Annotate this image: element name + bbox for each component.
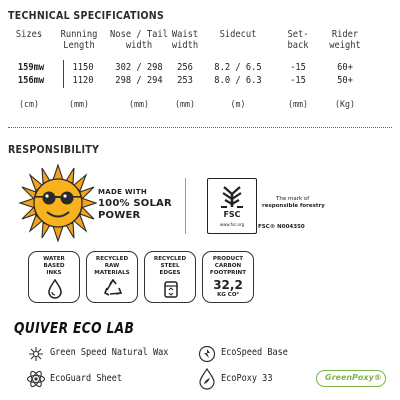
technical-specs-title: TECHNICAL SPECIFICATIONS [8,10,165,22]
water-drop-icon [45,279,65,299]
carbon-value: 32,2 [213,278,243,292]
row2-running-length: 1120 [72,75,94,86]
fsc-logo-text: FSC [223,210,241,219]
badge-label: RECYCLED RAW MATERIALS [94,256,130,276]
row2-setback: -15 [290,75,306,86]
row1-size: 159mw [17,62,45,73]
badge-recycled-raw-materials [86,251,138,303]
eco-lab-title: QUIVER ECO LAB [14,319,135,337]
sun-icon [18,164,98,242]
solar-line-2: 100% SOLAR [98,198,172,209]
row2-sidecut: 8.0 / 6.3 [214,75,262,86]
eco-base-icon [198,344,216,364]
fsc-mark-caption [262,196,325,209]
row1-setback: -15 [290,62,306,73]
row1-running-length: 1150 [72,62,94,73]
badge-water-based-inks [28,251,80,303]
greenpoxy-logo-text: GreenPoxy® [325,373,382,382]
unit-rider-weight: (Kg) [335,100,355,110]
solar-line-3: POWER [98,210,141,221]
eco-item-ecospeed-base: EcoSpeed Base [221,347,288,358]
solar-power-claim [98,186,172,222]
fsc-mark-line1: The mark of [276,196,310,202]
section-divider [8,127,392,128]
unit-sizes: (cm) [19,100,39,110]
badge-label: WATER BASED INKS [43,256,65,276]
row1-nose-tail: 302 / 298 [115,62,163,73]
row2-size: 156mw [17,75,45,86]
header-rider-weight: Rider weight [329,29,361,51]
unit-sidecut: (m) [230,100,246,110]
row2-waist: 253 [177,75,193,86]
unit-nose-tail: (mm) [129,100,149,110]
recycle-icon [103,279,123,299]
row1-waist: 256 [177,62,193,73]
badge-label: PRODUCT CARBON FOOTPRINT [209,256,247,276]
fsc-code: FSC® N004350 [258,224,305,230]
header-nose-tail-width: Nose / Tail width [110,29,168,51]
vertical-divider [185,178,186,234]
header-running-length: Running Length [60,29,98,51]
header-sidecut: Sidecut [219,29,257,40]
unit-setback: (mm) [288,100,308,110]
badge-carbon-footprint [202,251,254,303]
badge-recycled-steel-edges [144,251,196,303]
solar-line-1: MADE WITH [98,188,148,196]
steel-can-icon [161,279,181,299]
eco-item-ecopoxy: EcoPoxy 33 [221,373,273,384]
greenpoxy-logo [316,370,386,387]
responsibility-title: RESPONSIBILITY [8,144,100,156]
eco-item-ecoguard-sheet: EcoGuard Sheet [50,373,123,384]
fsc-url: www.fsc.org [219,222,245,227]
unit-running-length: (mm) [69,100,89,110]
row1-rider-weight: 60+ [337,62,353,73]
badge-label: RECYCLED STEEL EDGES [153,256,187,276]
header-sizes: Sizes [15,29,43,40]
unit-waist: (mm) [175,100,195,110]
row2-nose-tail: 298 / 294 [115,75,163,86]
wax-sparkle-icon [26,345,46,363]
eco-item-natural-wax: Green Speed Natural Wax [50,347,169,358]
leaf-drop-icon [198,368,216,390]
carbon-unit: KG CO² [217,292,239,298]
header-setback: Set- back [287,29,309,51]
fsc-tree-icon [218,183,246,209]
header-waist-width: Waist width [171,29,199,51]
row2-rider-weight: 50+ [337,75,353,86]
fsc-logo [207,178,257,234]
row1-sidecut: 8.2 / 6.5 [214,62,262,73]
fsc-mark-line2: responsible forestry [262,202,325,209]
atom-icon [26,369,46,389]
